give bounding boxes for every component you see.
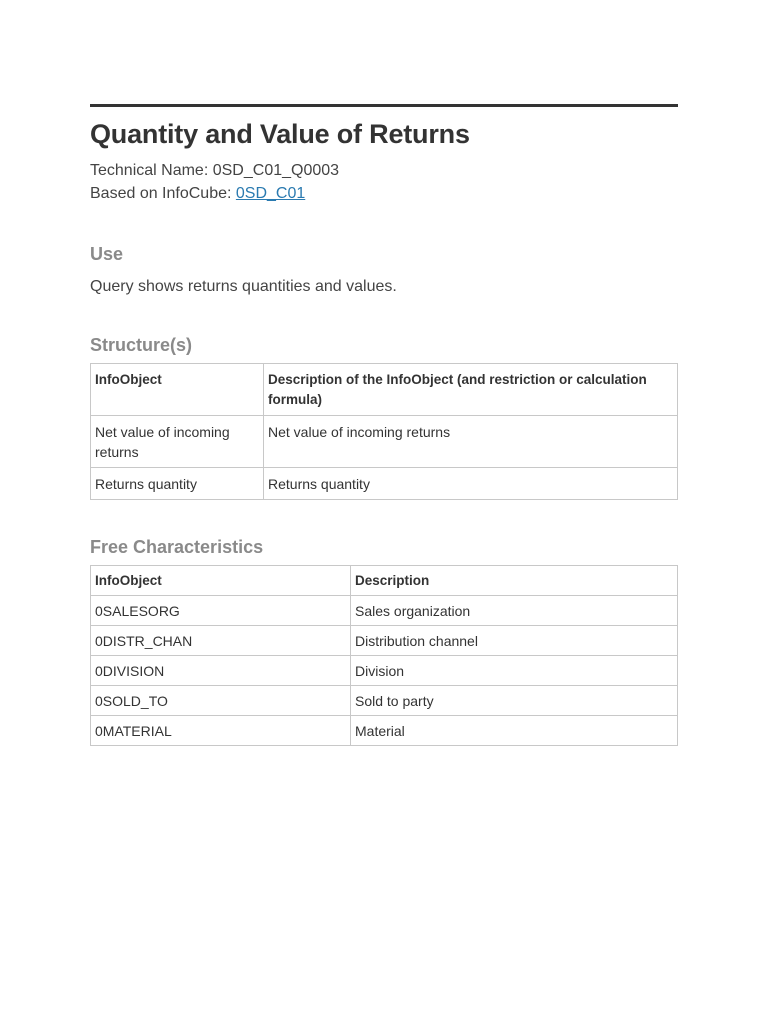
table-cell: Returns quantity: [91, 468, 264, 500]
table-cell: 0SOLD_TO: [91, 686, 351, 716]
column-header: Description: [351, 566, 678, 596]
infocube-label: Based on InfoCube:: [90, 185, 232, 202]
table-cell: 0MATERIAL: [91, 716, 351, 746]
infocube-line: [90, 182, 678, 205]
table-cell: Distribution channel: [351, 626, 678, 656]
use-description: Query shows returns quantities and values.: [90, 278, 397, 295]
use-heading: Use: [90, 244, 124, 264]
document-page: [90, 104, 678, 746]
table-cell: Sold to party: [351, 686, 678, 716]
table-header-row: [91, 364, 678, 416]
column-header: InfoObject: [91, 364, 264, 416]
table-row: [91, 626, 678, 656]
table-cell: 0DIVISION: [91, 656, 351, 686]
column-header: Description of the InfoObject (and restriction or calculation formula): [264, 364, 678, 416]
infocube-link[interactable]: 0SD_C01: [235, 185, 306, 202]
table-row: [91, 716, 678, 746]
structures-table: [90, 363, 678, 500]
free-characteristics-table: [90, 565, 678, 746]
table-cell: 0DISTR_CHAN: [91, 626, 351, 656]
table-cell: Net value of incoming returns: [264, 416, 678, 468]
table-row: [91, 686, 678, 716]
free-characteristics-heading: Free Characteristics: [90, 537, 264, 557]
table-row: [91, 656, 678, 686]
table-row: [91, 468, 678, 500]
technical-name-label: Technical Name:: [90, 162, 209, 179]
table-cell: Material: [351, 716, 678, 746]
table-header-row: [91, 566, 678, 596]
title-rule: [90, 104, 678, 107]
technical-name-line: [90, 159, 678, 182]
table-cell: Sales organization: [351, 596, 678, 626]
page-title: Quantity and Value of Returns: [90, 119, 470, 149]
table-cell: Returns quantity: [264, 468, 678, 500]
technical-name-value: 0SD_C01_Q0003: [212, 162, 340, 179]
document-meta: [90, 159, 678, 205]
table-row: [91, 596, 678, 626]
column-header: InfoObject: [91, 566, 351, 596]
structures-heading: Structure(s): [90, 335, 193, 355]
table-cell: 0SALESORG: [91, 596, 351, 626]
table-cell: Division: [351, 656, 678, 686]
table-row: [91, 416, 678, 468]
table-cell: Net value of incoming returns: [91, 416, 264, 468]
